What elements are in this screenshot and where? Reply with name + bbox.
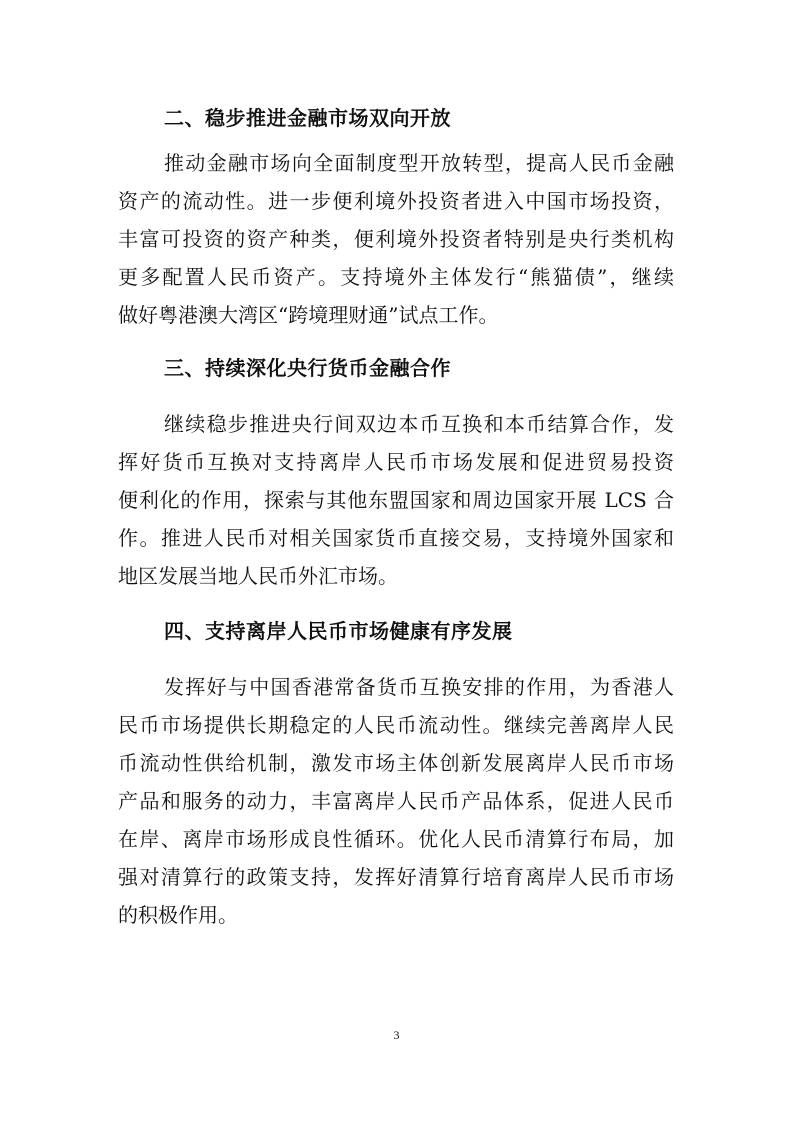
paragraph-line: 强对清算行的政策支持，发挥好清算行培育离岸人民币市场: [118, 865, 674, 889]
paragraph-line: 发挥好与中国香港常备货币互换安排的作用，为香港人: [164, 675, 674, 699]
paragraph-line: 的积极作用。: [118, 903, 238, 927]
section-heading-3: 三、持续深化央行货币金融合作: [164, 356, 451, 380]
paragraph-line: 地区发展当地人民币外汇市场。: [118, 564, 398, 588]
paragraph-line: 挥好货币互换对支持离岸人民币市场发展和促进贸易投资: [118, 450, 674, 474]
paragraph-line: 资产的流动性。进一步便利境外投资者进入中国市场投资，: [118, 189, 674, 213]
paragraph-line: 民币市场提供长期稳定的人民币流动性。继续完善离岸人民: [118, 713, 674, 737]
section-4-paragraph: [118, 668, 674, 934]
section-heading-4: 四、支持离岸人民币市场健康有序发展: [164, 619, 513, 643]
paragraph-line: 继续稳步推进央行间双边本币互换和本币结算合作，发: [164, 412, 674, 436]
paragraph-line: 作。推进人民币对相关国家货币直接交易，支持境外国家和: [118, 526, 674, 550]
paragraph-line: 推动金融市场向全面制度型开放转型，提高人民币金融: [164, 151, 674, 175]
paragraph-line: 丰富可投资的资产种类，便利境外投资者特别是央行类机构: [118, 227, 674, 251]
paragraph-line: 便利化的作用，探索与其他东盟国家和周边国家开展 LCS 合: [118, 488, 674, 512]
paragraph-line: 在岸、离岸市场形成良性循环。优化人民币清算行布局，加: [118, 827, 674, 851]
section-2-paragraph: [118, 144, 674, 334]
paragraph-line: 做好粤港澳大湾区“跨境理财通”试点工作。: [118, 303, 499, 327]
paragraph-line: 产品和服务的动力，丰富离岸人民币产品体系，促进人民币: [118, 789, 674, 813]
paragraph-line: 币流动性供给机制，激发市场主体创新发展离岸人民币市场: [118, 751, 674, 775]
section-heading-2: 二、稳步推进金融市场双向开放: [164, 106, 451, 130]
page-number: 3: [393, 1028, 400, 1042]
paragraph-line: 更多配置人民币资产。支持境外主体发行“熊猫债”，继续: [118, 265, 674, 289]
section-3-paragraph: [118, 405, 674, 595]
